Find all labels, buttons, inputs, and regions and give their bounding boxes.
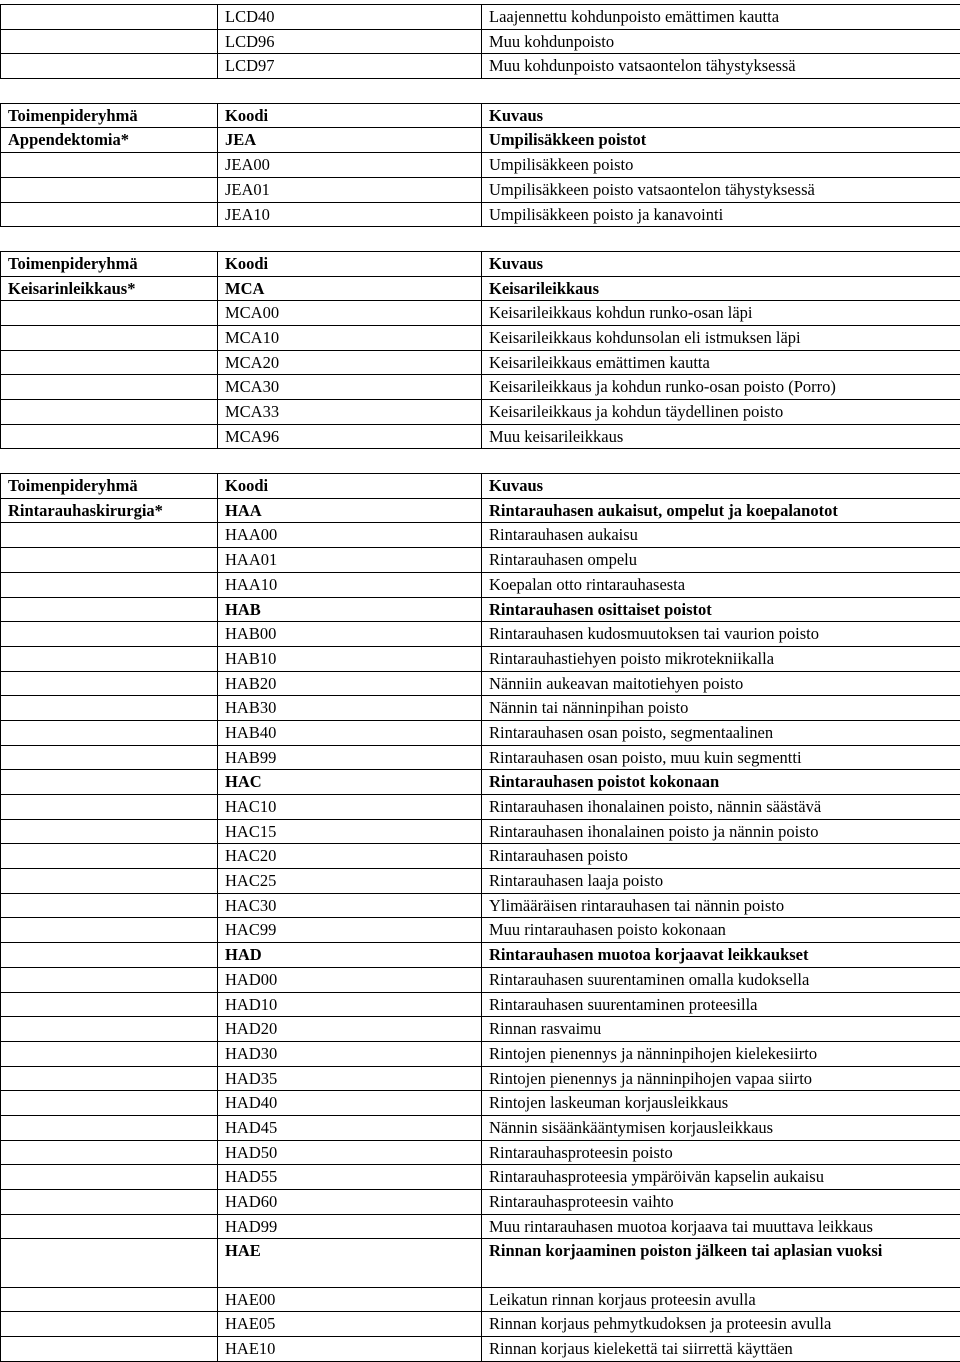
desc-cell: Rinnan korjaus kielekettä tai siirrettä käyttäen bbox=[482, 1337, 960, 1362]
table-row bbox=[1, 1041, 960, 1066]
group-cell bbox=[1, 1214, 218, 1239]
table-row bbox=[1, 1337, 960, 1362]
code-cell: HAD40 bbox=[218, 1091, 482, 1116]
procedure-code-document bbox=[0, 4, 960, 1362]
code-cell: HAE05 bbox=[218, 1312, 482, 1337]
desc-cell: Umpilisäkkeen poistot bbox=[482, 128, 960, 153]
desc-cell: Muu kohdunpoisto bbox=[482, 29, 960, 54]
table-row bbox=[1, 696, 960, 721]
code-cell: HAD00 bbox=[218, 967, 482, 992]
group-cell bbox=[1, 375, 218, 400]
table-row bbox=[1, 1165, 960, 1190]
code-cell: HAD20 bbox=[218, 1017, 482, 1042]
desc-cell: Rintarauhasproteesia ympäröivän kapselin aukaisu bbox=[482, 1165, 960, 1190]
table-row bbox=[1, 1017, 960, 1042]
group-cell bbox=[1, 967, 218, 992]
table-row bbox=[1, 1214, 960, 1239]
desc-cell: Rintojen laskeuman korjausleikkaus bbox=[482, 1091, 960, 1116]
group-cell bbox=[1, 795, 218, 820]
group-cell: Appendektomia* bbox=[1, 128, 218, 153]
group-cell bbox=[1, 745, 218, 770]
table-row bbox=[1, 1287, 960, 1312]
code-cell: HAA10 bbox=[218, 572, 482, 597]
code-cell: HAC25 bbox=[218, 869, 482, 894]
table-row bbox=[1, 622, 960, 647]
group-cell bbox=[1, 325, 218, 350]
code-cell: MCA bbox=[218, 276, 482, 301]
code-cell: HAD30 bbox=[218, 1041, 482, 1066]
group-cell bbox=[1, 1337, 218, 1362]
table-row bbox=[1, 1239, 960, 1287]
desc-cell: Rintarauhasen ihonalainen poisto ja nännin poisto bbox=[482, 819, 960, 844]
desc-cell: Rintarauhasen kudosmuutoksen tai vaurion poisto bbox=[482, 622, 960, 647]
group-cell bbox=[1, 1091, 218, 1116]
group-cell bbox=[1, 1312, 218, 1337]
table-row bbox=[1, 548, 960, 573]
table-row bbox=[1, 128, 960, 153]
desc-cell: Koepalan otto rintarauhasesta bbox=[482, 572, 960, 597]
group-cell bbox=[1, 177, 218, 202]
desc-cell: Rintarauhasen laaja poisto bbox=[482, 869, 960, 894]
code-cell: HAE00 bbox=[218, 1287, 482, 1312]
code-cell: LCD97 bbox=[218, 54, 482, 79]
code-cell: HAA01 bbox=[218, 548, 482, 573]
table-header-row bbox=[1, 251, 960, 276]
code-cell: JEA10 bbox=[218, 202, 482, 227]
desc-cell: Nännin tai nänninpihan poisto bbox=[482, 696, 960, 721]
table-row bbox=[1, 1190, 960, 1215]
desc-cell: Rintarauhasen aukaisu bbox=[482, 523, 960, 548]
table-row bbox=[1, 1312, 960, 1337]
group-cell bbox=[1, 918, 218, 943]
table-row bbox=[1, 671, 960, 696]
desc-cell: Rintarauhasen suurentaminen proteesilla bbox=[482, 992, 960, 1017]
code-cell: MCA30 bbox=[218, 375, 482, 400]
desc-cell: Keisarileikkaus ja kohdun täydellinen poisto bbox=[482, 400, 960, 425]
header-desc-cell: Kuvaus bbox=[482, 103, 960, 128]
code-cell: HAD10 bbox=[218, 992, 482, 1017]
table-row bbox=[1, 523, 960, 548]
group-cell: Rintarauhaskirurgia* bbox=[1, 498, 218, 523]
table-row bbox=[1, 400, 960, 425]
table-row bbox=[1, 276, 960, 301]
header-desc-cell: Kuvaus bbox=[482, 474, 960, 499]
code-table-jea bbox=[0, 103, 960, 227]
group-cell bbox=[1, 1115, 218, 1140]
group-cell bbox=[1, 696, 218, 721]
desc-cell: Rintarauhasen ompelu bbox=[482, 548, 960, 573]
code-cell: JEA01 bbox=[218, 177, 482, 202]
group-cell bbox=[1, 646, 218, 671]
code-table-mca bbox=[0, 251, 960, 450]
group-cell bbox=[1, 523, 218, 548]
table-row bbox=[1, 819, 960, 844]
code-cell: HAD99 bbox=[218, 1214, 482, 1239]
group-cell bbox=[1, 943, 218, 968]
table-row bbox=[1, 597, 960, 622]
code-cell: HAB bbox=[218, 597, 482, 622]
code-cell: HAD bbox=[218, 943, 482, 968]
group-cell bbox=[1, 597, 218, 622]
code-cell: HAB10 bbox=[218, 646, 482, 671]
group-cell bbox=[1, 770, 218, 795]
desc-cell: Rinnan rasvaimu bbox=[482, 1017, 960, 1042]
table-row bbox=[1, 918, 960, 943]
desc-cell: Nännin sisäänkääntymisen korjausleikkaus bbox=[482, 1115, 960, 1140]
code-cell: MCA20 bbox=[218, 350, 482, 375]
table-row bbox=[1, 424, 960, 449]
code-cell: HAB99 bbox=[218, 745, 482, 770]
header-code-cell: Koodi bbox=[218, 103, 482, 128]
group-cell bbox=[1, 29, 218, 54]
code-cell: MCA10 bbox=[218, 325, 482, 350]
table-row bbox=[1, 1091, 960, 1116]
code-cell: HAD50 bbox=[218, 1140, 482, 1165]
code-cell: HAA bbox=[218, 498, 482, 523]
table-row bbox=[1, 869, 960, 894]
group-cell bbox=[1, 1017, 218, 1042]
desc-cell: Leikatun rinnan korjaus proteesin avulla bbox=[482, 1287, 960, 1312]
header-group-cell: Toimenpideryhmä bbox=[1, 103, 218, 128]
group-cell: Keisarinleikkaus* bbox=[1, 276, 218, 301]
section-gap bbox=[0, 449, 960, 473]
group-cell bbox=[1, 153, 218, 178]
code-cell: MCA96 bbox=[218, 424, 482, 449]
group-cell bbox=[1, 572, 218, 597]
desc-cell: Rintarauhastiehyen poisto mikrotekniikalla bbox=[482, 646, 960, 671]
desc-cell: Rinnan korjaus pehmytkudoksen ja proteesin avulla bbox=[482, 1312, 960, 1337]
code-cell: HAC99 bbox=[218, 918, 482, 943]
code-cell: HAD60 bbox=[218, 1190, 482, 1215]
code-cell: HAB00 bbox=[218, 622, 482, 647]
code-cell: LCD96 bbox=[218, 29, 482, 54]
group-cell bbox=[1, 844, 218, 869]
desc-cell: Rintarauhasproteesin poisto bbox=[482, 1140, 960, 1165]
desc-cell: Muu kohdunpoisto vatsaontelon tähystyksessä bbox=[482, 54, 960, 79]
code-cell: HAB20 bbox=[218, 671, 482, 696]
section-gap bbox=[0, 79, 960, 103]
table-row bbox=[1, 498, 960, 523]
table-row bbox=[1, 770, 960, 795]
code-cell: HAB30 bbox=[218, 696, 482, 721]
desc-cell: Keisarileikkaus kohdunsolan eli istmuksen läpi bbox=[482, 325, 960, 350]
code-cell: HAB40 bbox=[218, 720, 482, 745]
table-row bbox=[1, 1115, 960, 1140]
group-cell bbox=[1, 992, 218, 1017]
group-cell bbox=[1, 671, 218, 696]
code-cell: HAD55 bbox=[218, 1165, 482, 1190]
code-cell: LCD40 bbox=[218, 5, 482, 30]
table-row bbox=[1, 153, 960, 178]
desc-cell: Muu rintarauhasen muotoa korjaava tai muuttava leikkaus bbox=[482, 1214, 960, 1239]
header-group-cell: Toimenpideryhmä bbox=[1, 474, 218, 499]
table-row bbox=[1, 325, 960, 350]
table-row bbox=[1, 572, 960, 597]
group-cell bbox=[1, 1140, 218, 1165]
table-row bbox=[1, 301, 960, 326]
desc-cell: Muu keisarileikkaus bbox=[482, 424, 960, 449]
desc-cell: Rintarauhasen osan poisto, muu kuin segmentti bbox=[482, 745, 960, 770]
code-cell: JEA bbox=[218, 128, 482, 153]
group-cell bbox=[1, 1066, 218, 1091]
table-row bbox=[1, 795, 960, 820]
table-row bbox=[1, 646, 960, 671]
table-row bbox=[1, 350, 960, 375]
group-cell bbox=[1, 548, 218, 573]
desc-cell: Rintarauhasproteesin vaihto bbox=[482, 1190, 960, 1215]
code-cell: HAE10 bbox=[218, 1337, 482, 1362]
code-cell: HAC30 bbox=[218, 893, 482, 918]
code-cell: HAC10 bbox=[218, 795, 482, 820]
desc-cell: Rintojen pienennys ja nänninpihojen vapaa siirto bbox=[482, 1066, 960, 1091]
desc-cell: Keisarileikkaus ja kohdun runko-osan poisto (Porro) bbox=[482, 375, 960, 400]
table-row bbox=[1, 177, 960, 202]
table-row bbox=[1, 992, 960, 1017]
code-table-haa bbox=[0, 473, 960, 1362]
group-cell bbox=[1, 1165, 218, 1190]
desc-cell: Keisarileikkaus emättimen kautta bbox=[482, 350, 960, 375]
code-table-lcd bbox=[0, 4, 960, 79]
group-cell bbox=[1, 202, 218, 227]
group-cell bbox=[1, 350, 218, 375]
code-cell: HAD45 bbox=[218, 1115, 482, 1140]
desc-cell: Rintarauhasen osan poisto, segmentaalinen bbox=[482, 720, 960, 745]
desc-cell: Rintarauhasen poistot kokonaan bbox=[482, 770, 960, 795]
desc-cell: Ylimääräisen rintarauhasen tai nännin poisto bbox=[482, 893, 960, 918]
desc-cell: Rintojen pienennys ja nänninpihojen kielekesiirto bbox=[482, 1041, 960, 1066]
desc-cell: Muu rintarauhasen poisto kokonaan bbox=[482, 918, 960, 943]
group-cell bbox=[1, 893, 218, 918]
group-cell bbox=[1, 424, 218, 449]
desc-cell: Umpilisäkkeen poisto vatsaontelon tähystyksessä bbox=[482, 177, 960, 202]
group-cell bbox=[1, 1287, 218, 1312]
group-cell bbox=[1, 622, 218, 647]
group-cell bbox=[1, 54, 218, 79]
group-cell bbox=[1, 301, 218, 326]
desc-cell: Rintarauhasen osittaiset poistot bbox=[482, 597, 960, 622]
desc-cell: Umpilisäkkeen poisto ja kanavointi bbox=[482, 202, 960, 227]
table-row bbox=[1, 745, 960, 770]
desc-cell: Rintarauhasen aukaisut, ompelut ja koepalanotot bbox=[482, 498, 960, 523]
table-header-row bbox=[1, 474, 960, 499]
group-cell bbox=[1, 720, 218, 745]
code-cell: HAC20 bbox=[218, 844, 482, 869]
desc-cell: Laajennettu kohdunpoisto emättimen kautta bbox=[482, 5, 960, 30]
desc-cell: Rintarauhasen ihonalainen poisto, nännin säästävä bbox=[482, 795, 960, 820]
code-cell: HAC bbox=[218, 770, 482, 795]
code-cell: MCA00 bbox=[218, 301, 482, 326]
table-row bbox=[1, 5, 960, 30]
group-cell bbox=[1, 400, 218, 425]
desc-cell: Keisarileikkaus kohdun runko-osan läpi bbox=[482, 301, 960, 326]
table-row bbox=[1, 943, 960, 968]
desc-cell: Rinnan korjaaminen poiston jälkeen tai aplasian vuoksi bbox=[482, 1239, 960, 1287]
table-row bbox=[1, 29, 960, 54]
code-cell: HAE bbox=[218, 1239, 482, 1287]
group-cell bbox=[1, 1041, 218, 1066]
desc-cell: Rintarauhasen suurentaminen omalla kudoksella bbox=[482, 967, 960, 992]
section-gap bbox=[0, 227, 960, 251]
desc-cell: Rintarauhasen poisto bbox=[482, 844, 960, 869]
code-cell: JEA00 bbox=[218, 153, 482, 178]
desc-cell: Nänniin aukeavan maitotiehyen poisto bbox=[482, 671, 960, 696]
code-cell: HAD35 bbox=[218, 1066, 482, 1091]
table-row bbox=[1, 844, 960, 869]
table-row bbox=[1, 1066, 960, 1091]
code-cell: HAA00 bbox=[218, 523, 482, 548]
table-row bbox=[1, 720, 960, 745]
header-code-cell: Koodi bbox=[218, 474, 482, 499]
desc-cell: Umpilisäkkeen poisto bbox=[482, 153, 960, 178]
code-cell: HAC15 bbox=[218, 819, 482, 844]
table-header-row bbox=[1, 103, 960, 128]
code-cell: MCA33 bbox=[218, 400, 482, 425]
table-row bbox=[1, 375, 960, 400]
header-code-cell: Koodi bbox=[218, 251, 482, 276]
header-group-cell: Toimenpideryhmä bbox=[1, 251, 218, 276]
table-row bbox=[1, 54, 960, 79]
group-cell bbox=[1, 819, 218, 844]
header-desc-cell: Kuvaus bbox=[482, 251, 960, 276]
table-row bbox=[1, 202, 960, 227]
group-cell bbox=[1, 869, 218, 894]
table-row bbox=[1, 1140, 960, 1165]
table-row bbox=[1, 967, 960, 992]
group-cell bbox=[1, 1190, 218, 1215]
group-cell bbox=[1, 1239, 218, 1287]
group-cell bbox=[1, 5, 218, 30]
desc-cell: Rintarauhasen muotoa korjaavat leikkaukset bbox=[482, 943, 960, 968]
desc-cell: Keisarileikkaus bbox=[482, 276, 960, 301]
table-row bbox=[1, 893, 960, 918]
